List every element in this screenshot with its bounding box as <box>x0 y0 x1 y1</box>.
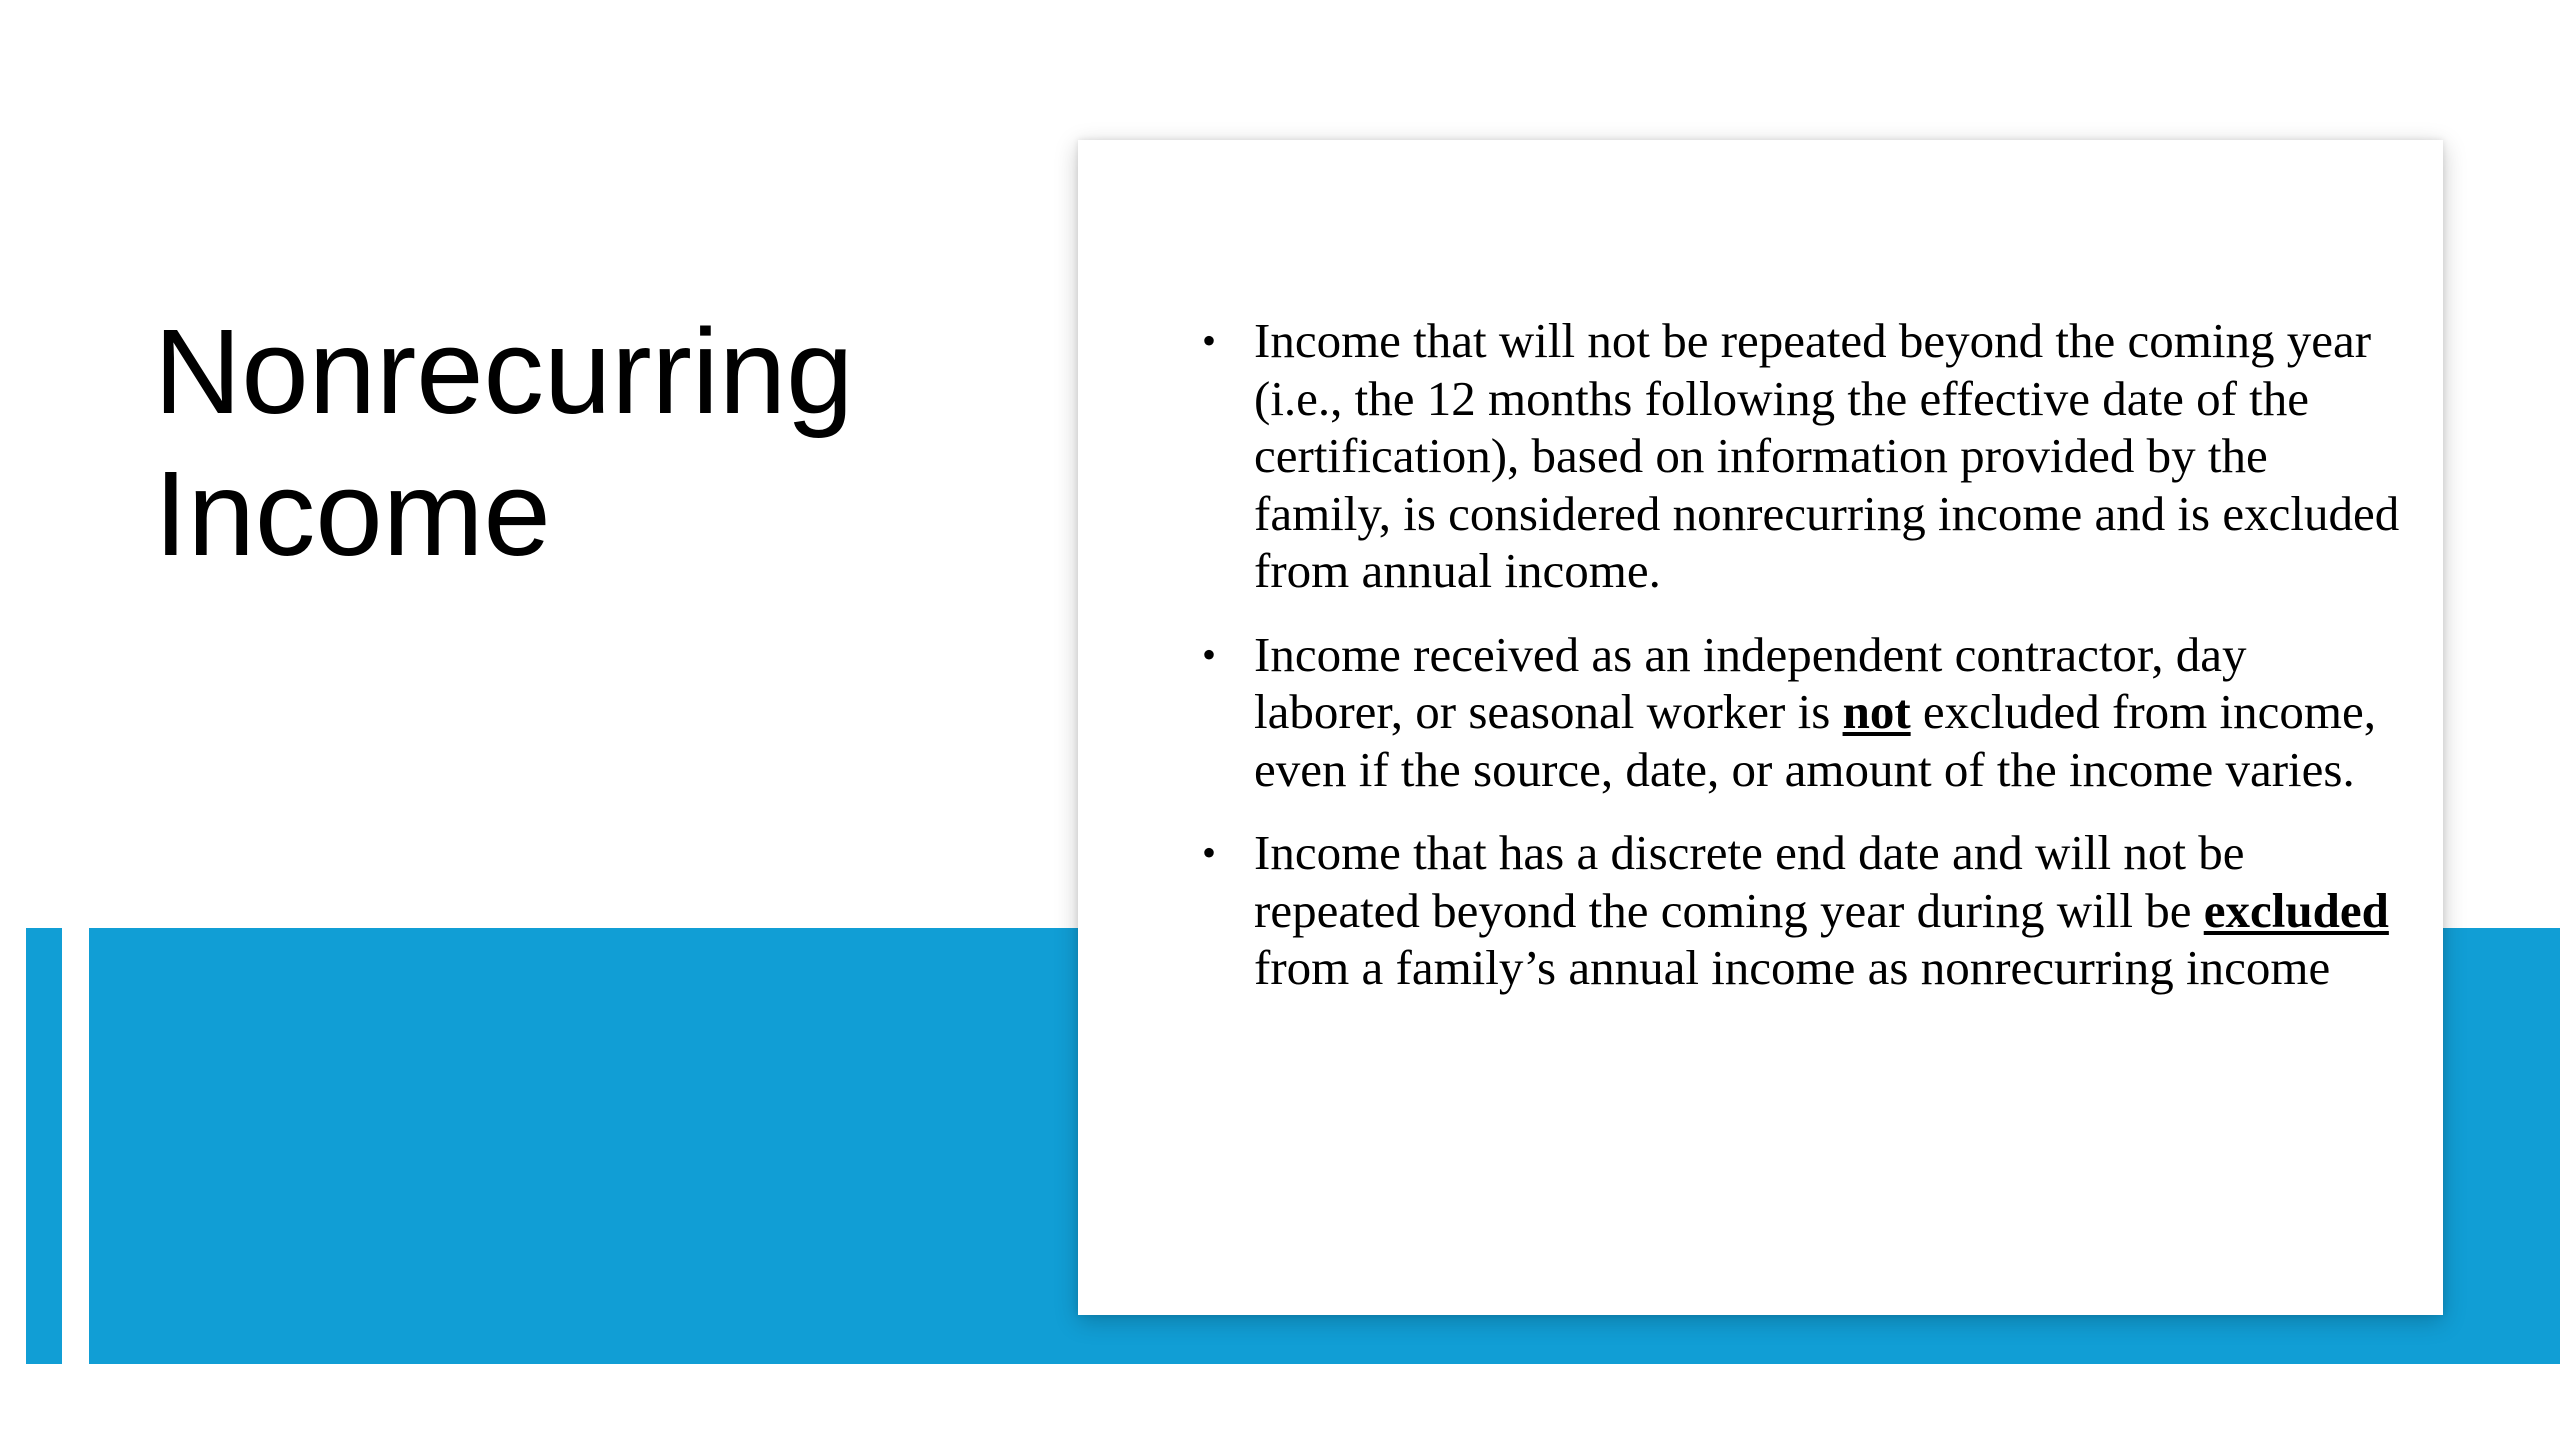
bullet-item <box>1202 626 2404 799</box>
bullet-item <box>1202 824 2404 997</box>
slide-title: Nonrecurring Income <box>154 303 854 581</box>
bullet-text-before: Income that has a discrete end date and will not be repeated beyond the coming year during will be <box>1254 825 2245 938</box>
bullet-item <box>1202 312 2404 600</box>
bullet-list <box>1202 312 2404 1023</box>
bullet-text-after: excluded from income, even if the source, date, or amount of the income varies. <box>1254 684 2376 797</box>
bullet-text-after: from a family’s annual income as nonrecurring income <box>1254 940 2331 995</box>
bullet-emphasis: excluded <box>2203 882 2389 938</box>
bullet-icon: • <box>1202 631 1217 677</box>
bullet-icon: • <box>1202 830 1217 875</box>
bullet-text: Income that will not be repeated beyond the coming year (i.e., the 12 months following the effective date of the certification), based on information provided by the family, is considered nonrecurring income and is excluded from annual income. <box>1254 313 2400 598</box>
bullet-text-before: Income received as an independent contractor, day laborer, or seasonal worker is <box>1254 626 2247 739</box>
accent-bar-thin <box>26 928 62 1364</box>
content-card <box>1078 140 2443 1315</box>
bullet-emphasis: not <box>1842 684 1911 739</box>
bullet-icon: • <box>1202 318 1217 363</box>
